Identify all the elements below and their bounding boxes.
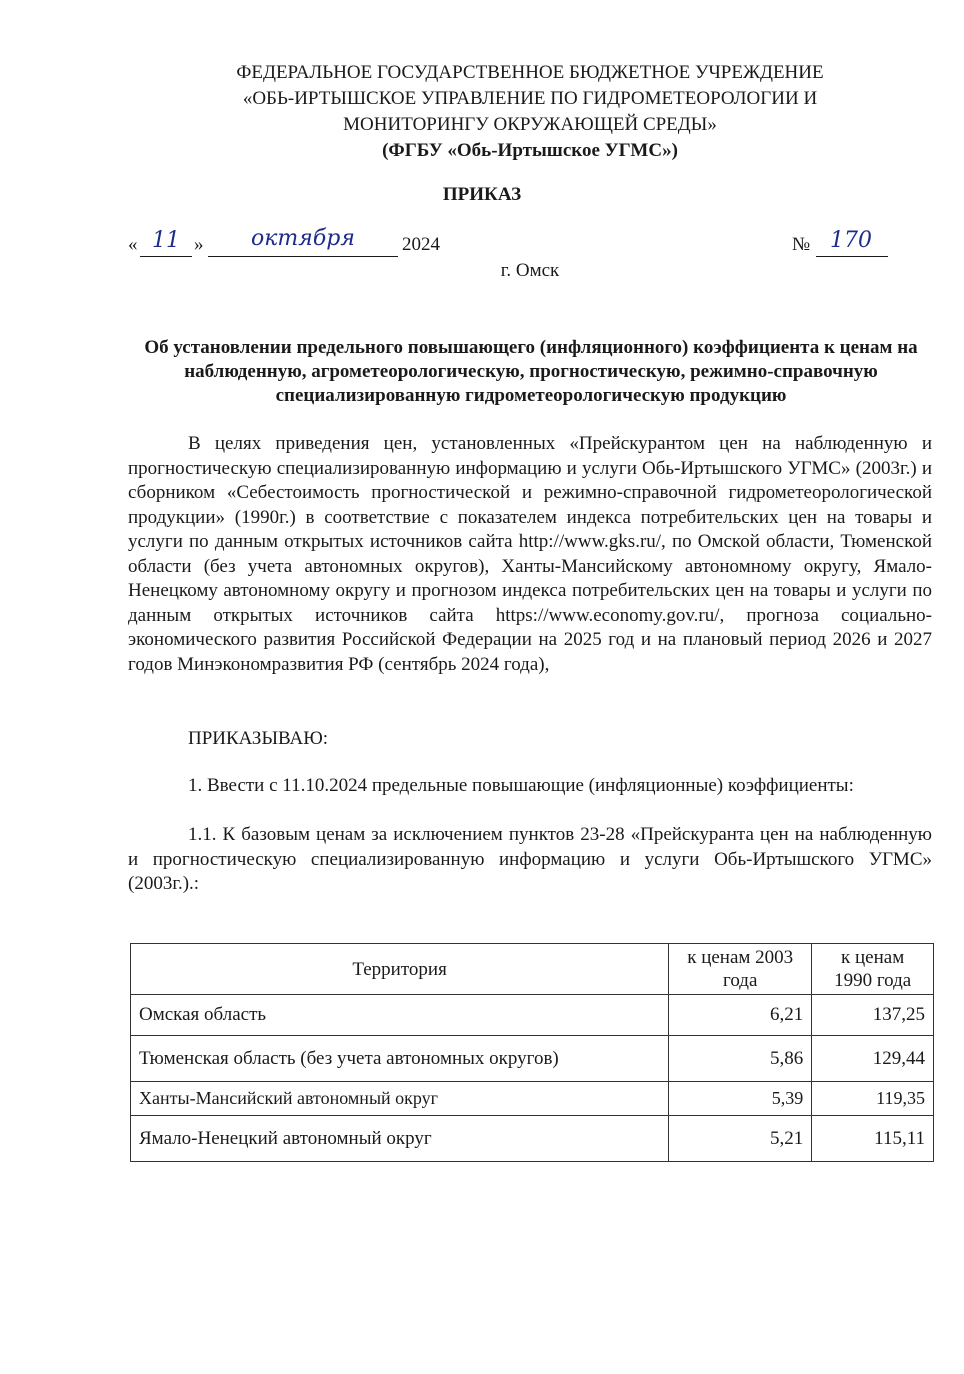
header-territory: Территория [131, 944, 669, 995]
preamble-paragraph: В целях приведения цен, установленных «Прейскурантом цен на наблюденную и прогностическую специализированную информацию и услуги Обь-Иртышского УГМС» (2003г.) и сборником «Себестоимость прогностической и режимно-справочной гидрометеорологической продукции» (1990г.) в соответствие с показателем индекса потребительских цен на товары и услуги по данным открытых источников сайта http://www.gks.ru/, по Омской области, Тюменской области (без учета автономных округов), Ханты-Мансийскому автономному округу, Ямало-Ненецкому автономному округу и прогнозом индекса потребительских цен на товары и услуги по данным открытых источников сайта https://www.economy.gov.ru/, прогноза социально-экономического развития Российской Федерации на 2025 год и на плановый период 2026 и 2027 годов Минэкономразвития РФ (сентябрь 2024 года), [128, 433, 932, 675]
table-row [131, 1116, 934, 1162]
table-row [131, 1036, 934, 1082]
orders-heading: ПРИКАЗЫВАЮ: [188, 728, 329, 749]
date-day-underline [140, 256, 192, 257]
date-day-handwritten: 11 [152, 228, 180, 253]
header-prices-1990: к ценам 1990 года [812, 944, 934, 995]
date-close-quote: » [194, 234, 204, 255]
table-header-row [131, 944, 934, 995]
territory-cell: Ямало-Ненецкий автономный округ [131, 1116, 669, 1162]
coef-1990-cell: 119,35 [812, 1082, 934, 1116]
date-year: 2024 [402, 234, 440, 255]
table-row [131, 995, 934, 1036]
territory-cell: Омская область [131, 995, 669, 1036]
clause-1-1: 1.1. К базовым ценам за исключением пунктов 23-28 «Прейскуранта цен на наблюденную и прогностическую специализированную информацию и услуги Обь-Иртышского УГМС» (2003г.).: [128, 824, 932, 894]
org-name-line-3: МОНИТОРИНГУ ОКРУЖАЮЩЕЙ СРЕДЫ» [343, 114, 717, 135]
organization-header [120, 60, 940, 164]
coef-2003-cell: 5,21 [669, 1116, 812, 1162]
date-month-underline [208, 256, 398, 257]
territory-cell: Ханты-Мансийский автономный округ [131, 1082, 669, 1116]
date-month-handwritten: октября [251, 226, 355, 251]
clause-1: 1. Ввести с 11.10.2024 предельные повышающие (инфляционные) коэффициенты: [188, 775, 854, 796]
order-number [792, 228, 902, 262]
coef-1990-cell: 129,44 [812, 1036, 934, 1082]
order-date [128, 228, 448, 262]
coef-2003-cell: 6,21 [669, 995, 812, 1036]
city: г. Омск [500, 260, 560, 281]
coef-2003-cell: 5,39 [669, 1082, 812, 1116]
number-sign: № [792, 234, 811, 255]
territory-cell: Тюменская область (без учета автономных округов) [131, 1036, 669, 1082]
org-name-line-1: ФЕДЕРАЛЬНОЕ ГОСУДАРСТВЕННОЕ БЮДЖЕТНОЕ УЧРЕЖДЕНИЕ [236, 62, 824, 83]
order-number-handwritten: 170 [830, 228, 872, 253]
order-number-underline [816, 256, 888, 257]
coef-1990-cell: 137,25 [812, 995, 934, 1036]
order-subject: Об установлении предельного повышающего (инфляционного) коэффициента к ценам на наблюденную, агрометеорологическую, прогностическую, режимно-справочную специализированную гидрометеорологическую продукцию [144, 337, 918, 406]
document-title: ПРИКАЗ [442, 184, 522, 205]
header-prices-2003: к ценам 2003 года [669, 944, 812, 995]
table-row [131, 1082, 934, 1116]
coefficients-table [130, 943, 934, 1162]
org-short-name: (ФГБУ «Обь-Иртышское УГМС») [382, 140, 678, 161]
org-name-line-2: «ОБЬ-ИРТЫШСКОЕ УПРАВЛЕНИЕ ПО ГИДРОМЕТЕОРОЛОГИИ И [242, 88, 818, 109]
date-open-quote: « [128, 234, 138, 255]
coef-1990-cell: 115,11 [812, 1116, 934, 1162]
coef-2003-cell: 5,86 [669, 1036, 812, 1082]
